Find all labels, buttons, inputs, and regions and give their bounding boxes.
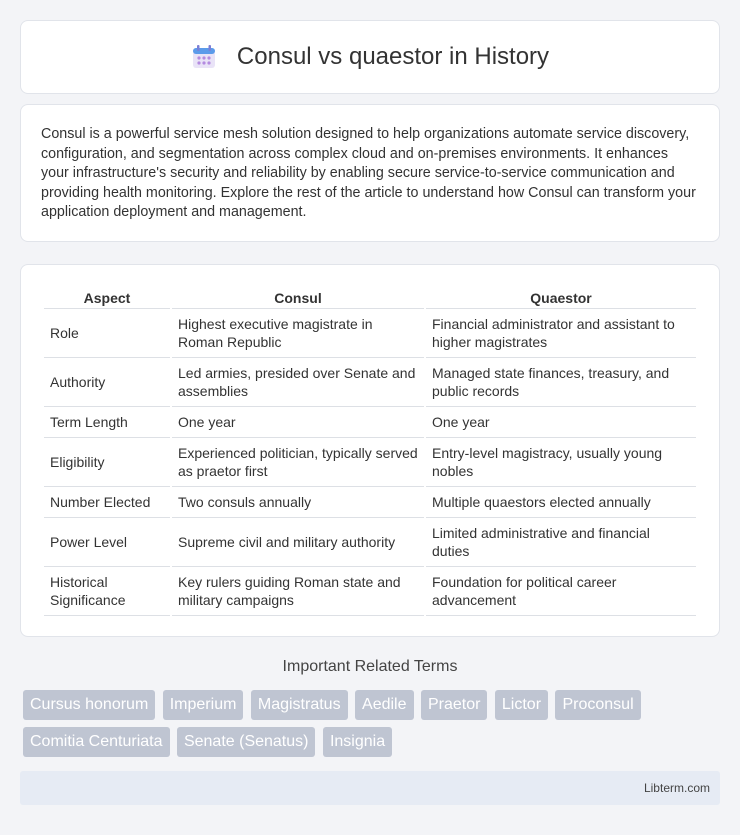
footer-site-link[interactable]: Libterm.com xyxy=(643,781,710,795)
related-term-tag[interactable]: Comitia Centuriata xyxy=(23,727,170,757)
page-title: Consul vs quaestor in History xyxy=(236,43,550,70)
table-cell: Eligibility xyxy=(44,438,170,487)
related-term-tag[interactable]: Proconsul xyxy=(555,690,640,720)
table-row xyxy=(44,518,696,567)
table-cell: Entry-level magistracy, usually young nobles xyxy=(426,438,696,487)
table-cell: Supreme civil and military authority xyxy=(172,518,424,567)
table-header-row xyxy=(44,285,696,309)
related-term-tag[interactable]: Senate (Senatus) xyxy=(177,727,316,757)
table-cell: Authority xyxy=(44,358,170,407)
intro-card xyxy=(20,104,720,242)
table-cell: One year xyxy=(426,407,696,438)
table-cell: Led armies, presided over Senate and assemblies xyxy=(172,358,424,407)
related-terms-list xyxy=(23,690,723,764)
table-cell: Multiple quaestors elected annually xyxy=(426,487,696,518)
table-cell: Number Elected xyxy=(44,487,170,518)
table-row xyxy=(44,487,696,518)
table-cell: Experienced politician, typically served as praetor first xyxy=(172,438,424,487)
table-row xyxy=(44,567,696,616)
table-cell: Two consuls annually xyxy=(172,487,424,518)
related-term-tag[interactable]: Lictor xyxy=(495,690,548,720)
column-header: Aspect xyxy=(44,285,170,309)
table-cell: Highest executive magistrate in Roman Republic xyxy=(172,309,424,358)
related-term-tag[interactable]: Aedile xyxy=(355,690,413,720)
header-card xyxy=(20,20,720,94)
table-cell: Power Level xyxy=(44,518,170,567)
comparison-table xyxy=(42,285,698,616)
related-term-tag[interactable]: Imperium xyxy=(163,690,244,720)
table-row xyxy=(44,407,696,438)
table-cell: Term Length xyxy=(44,407,170,438)
related-term-tag[interactable]: Cursus honorum xyxy=(23,690,155,720)
table-cell: Role xyxy=(44,309,170,358)
calendar-icon xyxy=(191,44,217,70)
table-cell: Historical Significance xyxy=(44,567,170,616)
table-cell: Financial administrator and assistant to higher magistrates xyxy=(426,309,696,358)
related-terms-title: Important Related Terms xyxy=(282,658,458,675)
table-cell: Foundation for political career advancement xyxy=(426,567,696,616)
related-term-tag[interactable]: Insignia xyxy=(323,727,392,757)
column-header: Consul xyxy=(172,285,424,309)
table-row xyxy=(44,358,696,407)
table-cell: Key rulers guiding Roman state and military campaigns xyxy=(172,567,424,616)
comparison-card xyxy=(20,264,720,637)
table-cell: Limited administrative and financial duties xyxy=(426,518,696,567)
table-cell: One year xyxy=(172,407,424,438)
table-cell: Managed state finances, treasury, and public records xyxy=(426,358,696,407)
footer xyxy=(20,771,720,805)
related-term-tag[interactable]: Praetor xyxy=(421,690,487,720)
table-row xyxy=(44,309,696,358)
table-row xyxy=(44,438,696,487)
related-term-tag[interactable]: Magistratus xyxy=(251,690,348,720)
intro-text: Consul is a powerful service mesh solution designed to help organizations automate service discovery, configuration, and segmentation across complex cloud and on-premises environments. It enhances your infrastructure's security and reliability by enabling secure service-to-service communication and providing health monitoring. Explore the rest of the article to understand how Consul can transform your application deployment and management. xyxy=(41,126,696,221)
column-header: Quaestor xyxy=(426,285,696,309)
